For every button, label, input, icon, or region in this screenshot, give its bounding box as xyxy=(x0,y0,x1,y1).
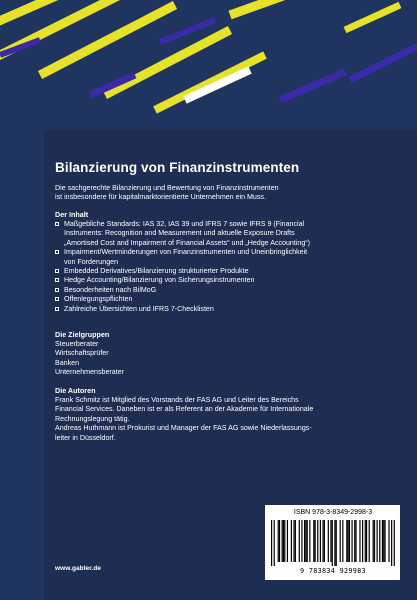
barcode-bar xyxy=(340,520,341,562)
square-bullet-icon xyxy=(55,297,59,301)
list-item: Embedded Derivatives/Bilanzierung strukturierter Produkte xyxy=(55,267,405,276)
barcode-bar xyxy=(362,520,363,562)
barcode-bar xyxy=(309,520,310,562)
book-title: Bilanzierung von Finanzinstrumenten xyxy=(55,160,300,175)
barcode-bar xyxy=(342,520,343,562)
barcode-bar xyxy=(279,520,280,562)
barcode-bar xyxy=(332,520,333,566)
list-item: Unternehmensberater xyxy=(55,368,125,377)
barcode-bar xyxy=(320,520,321,562)
barcode-bar xyxy=(284,520,285,562)
barcode-bar xyxy=(359,520,360,562)
barcode-bar xyxy=(388,520,389,562)
stripe xyxy=(350,45,417,80)
barcode-bar xyxy=(313,520,314,562)
barcode-bar xyxy=(373,520,374,562)
barcode-bar xyxy=(348,520,349,562)
barcode-bar xyxy=(271,520,272,566)
list-item: Hedge Accounting/Bilanzierung von Sicherungsinstrumenten xyxy=(55,276,405,285)
intro-text xyxy=(55,184,405,203)
barcode-bar xyxy=(330,520,331,562)
barcode-bar xyxy=(391,520,392,566)
author-line: Financial Services. Daneben ist er als Referent an der Akademie für Internationale xyxy=(55,405,314,414)
intro-line: ist insbesondere für kapitalmarktorientierte Unternehmen ein Muss. xyxy=(55,193,266,202)
barcode-bar xyxy=(377,520,378,562)
list-item: Wirtschaftsprüfer xyxy=(55,349,109,358)
square-bullet-icon xyxy=(55,250,59,254)
barcode-bar xyxy=(379,520,380,562)
barcode-bar xyxy=(383,520,384,562)
author-line: leiter in Düsseldorf. xyxy=(55,433,116,442)
author-line: Rechnungslegung tätig. xyxy=(55,414,130,423)
barcode-bar xyxy=(328,520,329,562)
barcode-bar xyxy=(291,520,292,562)
barcode-bar xyxy=(354,520,355,562)
stripe xyxy=(230,0,300,15)
authors-heading: Die Autoren xyxy=(55,386,96,395)
barcode-bar xyxy=(346,520,347,562)
stripe xyxy=(345,5,400,30)
list-item: Besonderheiten nach BilMoG xyxy=(55,286,405,295)
barcode-bar xyxy=(283,520,284,562)
list-item: Impairment/Wertminderungen von Finanzinstrumenten und Uneinbringlichkeit von Forderungen xyxy=(55,248,405,267)
decorative-stripes xyxy=(0,0,417,130)
barcode-bar xyxy=(384,520,385,562)
audience-list xyxy=(55,340,395,378)
barcode-bar xyxy=(365,520,366,562)
publisher-website: www.gabler.de xyxy=(55,565,101,572)
barcode-bar xyxy=(274,520,275,566)
barcode-bar xyxy=(351,520,352,562)
author-line: Andreas Huthmann ist Prokurist und Manager der FAS AG sowie Niederlassungs- xyxy=(55,424,312,433)
barcode-bar xyxy=(315,520,316,562)
barcode-bar xyxy=(305,520,306,562)
square-bullet-icon xyxy=(55,222,59,226)
barcode-digits: 9 783834 929983 xyxy=(300,567,366,575)
barcode-bar xyxy=(293,520,294,562)
barcode-bar xyxy=(369,520,370,562)
barcode-bar xyxy=(304,520,305,562)
barcode-bar xyxy=(334,520,335,566)
barcode-bar xyxy=(382,520,383,562)
barcode-bar xyxy=(307,520,308,562)
square-bullet-icon xyxy=(55,278,59,282)
barcode-bar xyxy=(374,520,375,562)
barcode-bar xyxy=(355,520,356,562)
barcode-bar xyxy=(301,520,302,562)
list-item: Banken xyxy=(55,358,80,367)
list-item: Maßgebliche Standards: IAS 32, IAS 39 und IFRS 7 sowie IFRS 9 (Financial Instruments: Recognition and Measurement und aktuelle Exposure Drafts „Amortised Cost and Impairment of Financial Assets“ und „Hedge Accounting“) xyxy=(55,220,405,248)
list-item: Zahlreiche Übersichten und IFRS 7-Checklisten xyxy=(55,305,405,314)
barcode-bar xyxy=(317,520,318,562)
list-item: Offenlegungspflichten xyxy=(55,295,405,304)
barcode-bar xyxy=(278,520,279,562)
barcode-label xyxy=(265,505,400,580)
square-bullet-icon xyxy=(55,269,59,273)
barcode-bar xyxy=(287,520,288,562)
list-item: Steuerberater xyxy=(55,340,99,348)
barcode-bar xyxy=(336,520,337,566)
authors-text xyxy=(55,396,395,443)
author-line: Frank Schmitz ist Mitglied des Vorstands der FAS AG und Leiter des Bereichs xyxy=(55,396,299,404)
barcode-bar xyxy=(349,520,350,562)
stripe xyxy=(280,72,345,100)
square-bullet-icon xyxy=(55,307,59,311)
barcode-bar xyxy=(366,520,367,562)
intro-line: Die sachgerechte Bilanzierung und Bewertung von Finanzinstrumenten xyxy=(55,184,279,192)
barcode-bar xyxy=(299,520,300,562)
barcode-bar xyxy=(282,520,283,562)
barcode-icon xyxy=(271,520,395,566)
barcode-bar xyxy=(394,520,395,566)
square-bullet-icon xyxy=(55,288,59,292)
contents-heading: Der Inhalt xyxy=(55,210,89,219)
audience-heading: Die Zielgruppen xyxy=(55,330,110,339)
barcode-bar xyxy=(295,520,296,562)
barcode-bar xyxy=(322,520,323,562)
isbn-text: ISBN 978-3-8349-2998-3 xyxy=(293,509,373,516)
contents-list xyxy=(55,220,405,314)
barcode-bar xyxy=(324,520,325,562)
